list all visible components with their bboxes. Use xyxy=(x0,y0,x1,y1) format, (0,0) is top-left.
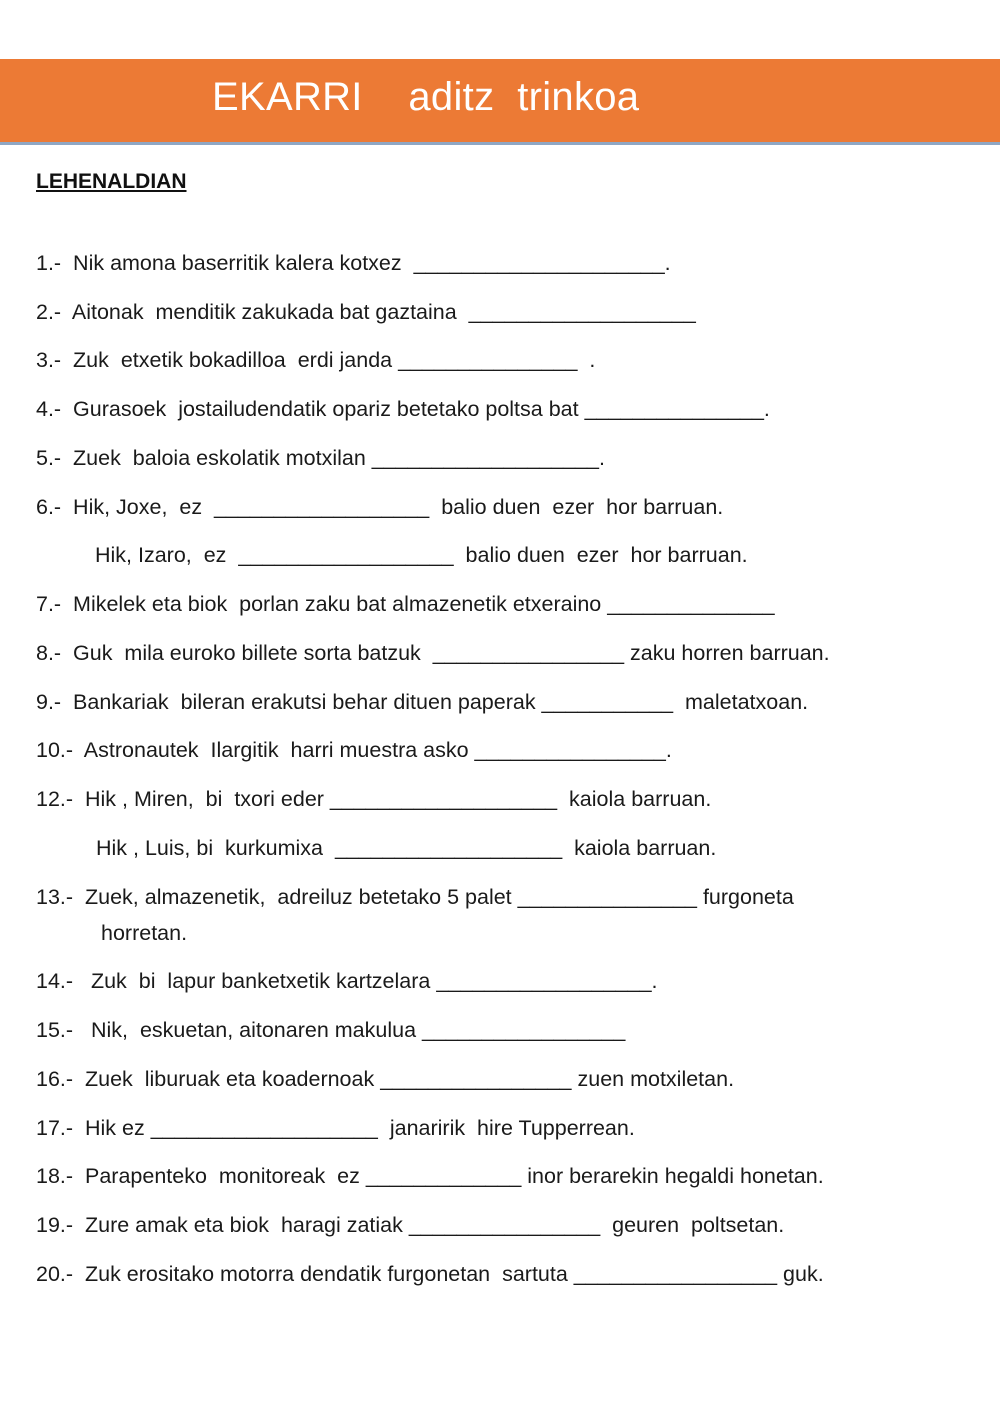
exercise-10: 10.- Astronautek Ilargitik harri muestra asko ________________. xyxy=(36,738,672,762)
exercise-1: 1.- Nik amona baserritik kalera kotxez _____________________. xyxy=(36,251,671,275)
exercise-2: 2.- Aitonak menditik zakukada bat gaztaina ___________________ xyxy=(36,300,696,324)
exercise-4: 4.- Gurasoek jostailudendatik opariz betetako poltsa bat _______________. xyxy=(36,397,770,421)
exercise-13-continued: horretan. xyxy=(101,921,188,945)
exercise-19: 19.- Zure amak eta biok haragi zatiak ________________ geuren poltsetan. xyxy=(36,1213,785,1237)
exercise-12: 12.- Hik , Miren, bi txori eder ___________________ kaiola barruan. xyxy=(36,787,712,811)
exercise-5: 5.- Zuek baloia eskolatik motxilan ___________________. xyxy=(36,446,605,470)
exercise-13: 13.- Zuek, almazenetik, adreiluz betetako 5 palet _______________ furgoneta xyxy=(36,885,794,909)
exercise-7: 7.- Mikelek eta biok porlan zaku bat almazenetik etxeraino ______________ xyxy=(36,592,775,616)
exercise-6-continued: Hik, Izaro, ez __________________ balio duen ezer hor barruan. xyxy=(95,543,748,567)
exercise-15: 15.- Nik, eskuetan, aitonaren makulua _________________ xyxy=(36,1018,626,1042)
exercise-9: 9.- Bankariak bileran erakutsi behar dituen paperak ___________ maletatxoan. xyxy=(36,690,809,714)
exercise-8: 8.- Guk mila euroko billete sorta batzuk ________________ zaku horren barruan. xyxy=(36,641,830,665)
page-title: EKARRI aditz trinkoa xyxy=(212,75,640,119)
title-banner xyxy=(0,59,1000,145)
exercise-3: 3.- Zuk etxetik bokadilloa erdi janda _______________ . xyxy=(36,348,596,372)
exercise-14: 14.- Zuk bi lapur banketxetik kartzelara __________________. xyxy=(36,969,658,993)
exercise-12-continued: Hik , Luis, bi kurkumixa ___________________ kaiola barruan. xyxy=(96,836,717,860)
exercise-20: 20.- Zuk erositako motorra dendatik furgonetan sartuta _________________ guk. xyxy=(36,1262,824,1286)
section-heading: LEHENALDIAN xyxy=(36,170,187,193)
exercise-6: 6.- Hik, Joxe, ez __________________ balio duen ezer hor barruan. xyxy=(36,495,724,519)
exercise-17: 17.- Hik ez ___________________ janaririk hire Tupperrean. xyxy=(36,1116,635,1140)
exercise-16: 16.- Zuek liburuak eta koadernoak ________________ zuen motxiletan. xyxy=(36,1067,735,1091)
exercise-18: 18.- Parapenteko monitoreak ez _____________ inor berarekin hegaldi honetan. xyxy=(36,1164,824,1188)
